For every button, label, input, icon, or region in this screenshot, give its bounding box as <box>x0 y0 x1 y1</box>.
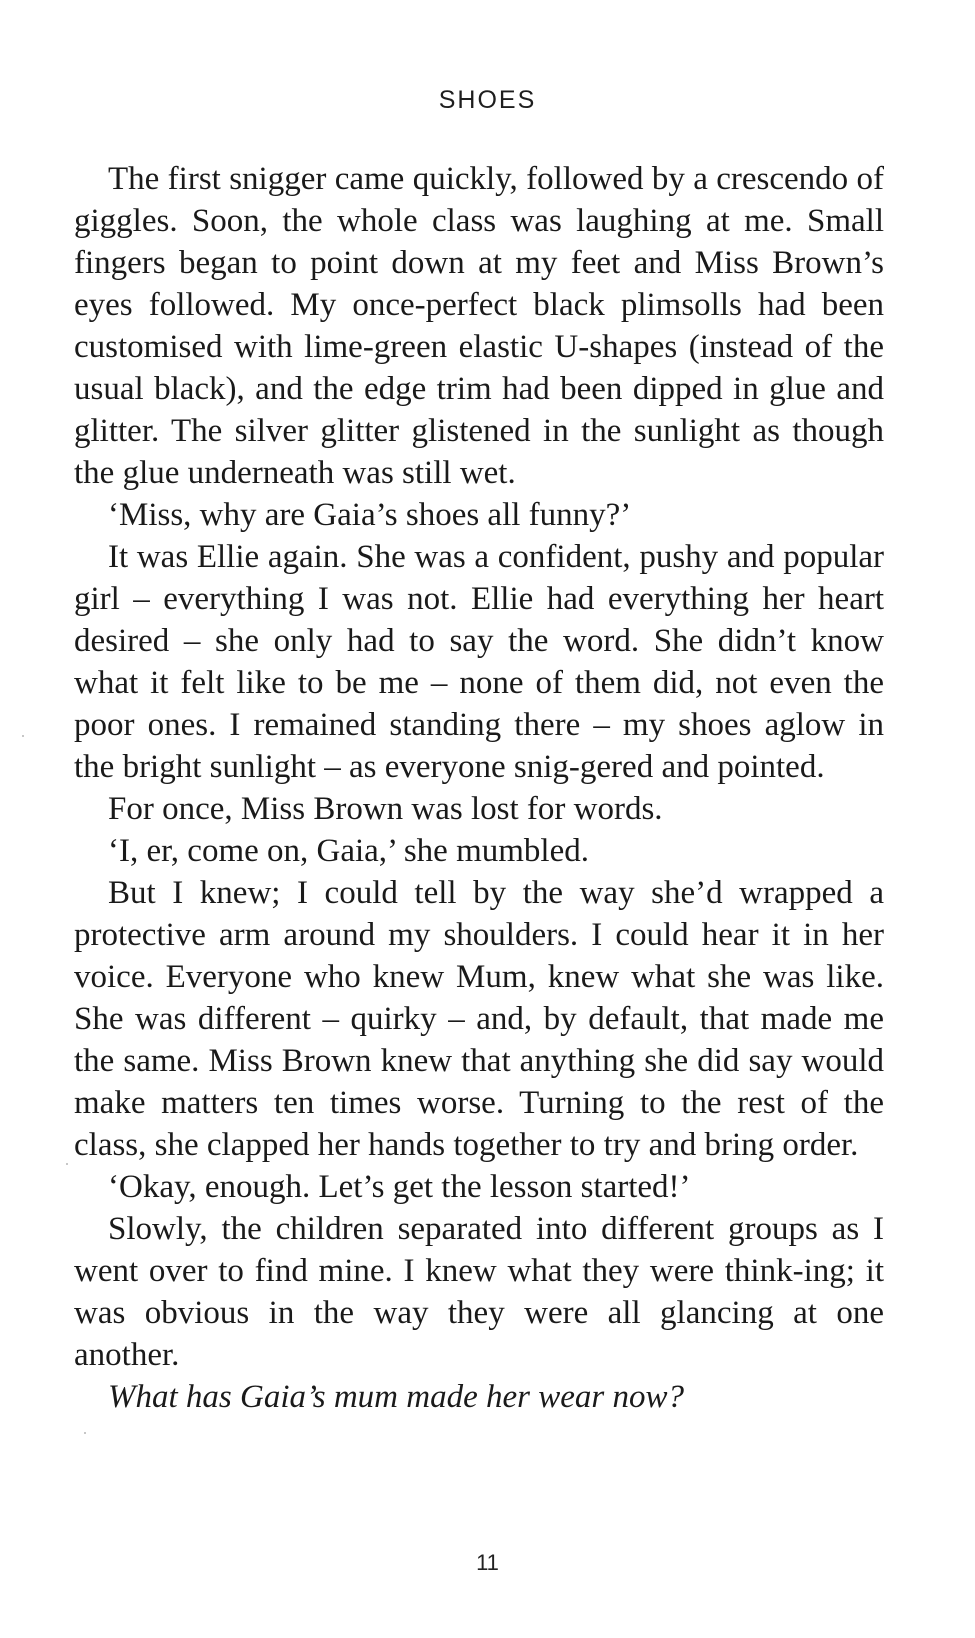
paragraph-but-i-knew: But I knew; I could tell by the way she’d wrapped a protective arm around my shoulders. I could hear it in her voice. Everyone who knew Mum, knew what she was like. She was different – quirky – and, by default, that made me the same. Miss Brown knew that anything she did say would make matters ten times worse. Turning to the rest of the class, she clapped her hands together to try and bring order. <box>74 875 884 1163</box>
page-number: 11 <box>476 1550 499 1575</box>
body-text <box>74 158 884 1418</box>
paragraph-miss-question: ‘Miss, why are Gaia’s shoes all funny?’ <box>108 497 632 533</box>
paragraph-snigger: The first snigger came quickly, followed by a crescendo of giggles. Soon, the whole class was laughing at me. Small fingers began to point down at my feet and Miss Brown’s eyes followed. My once-perfect black plimsolls had been customised with lime-green elastic U-shapes (instead of the usual black), and the edge trim had been dipped in glue and glitter. The silver glitter glistened in the sunlight as though the glue underneath was still wet. <box>74 161 884 491</box>
paragraph-slowly: Slowly, the children separated into different groups as I went over to find mine. I knew what they were think-ing; it was obvious in the way they were all glancing at one another. <box>74 1211 884 1373</box>
paragraph-lost-for-words: For once, Miss Brown was lost for words. <box>108 791 663 827</box>
paragraph-italic-thought: What has Gaia’s mum made her wear now? <box>108 1379 684 1415</box>
paragraph-mumbled: ‘I, er, come on, Gaia,’ she mumbled. <box>108 833 589 869</box>
running-head: SHOES <box>438 86 537 114</box>
scan-speck <box>84 1432 86 1434</box>
scan-speck <box>66 1163 68 1165</box>
scan-speck <box>22 735 24 737</box>
paragraph-ellie: It was Ellie again. She was a confident, pushy and popular girl – everything I was not. Ellie had everything her heart desired – she only had to say the word. She didn’t know what it felt like to be me – none of them did, not even the poor ones. I remained standing there – my shoes aglow in the bright sunlight – as everyone snig-gered and pointed. <box>74 539 884 785</box>
paragraph-okay-enough: ‘Okay, enough. Let’s get the lesson started!’ <box>108 1169 691 1205</box>
